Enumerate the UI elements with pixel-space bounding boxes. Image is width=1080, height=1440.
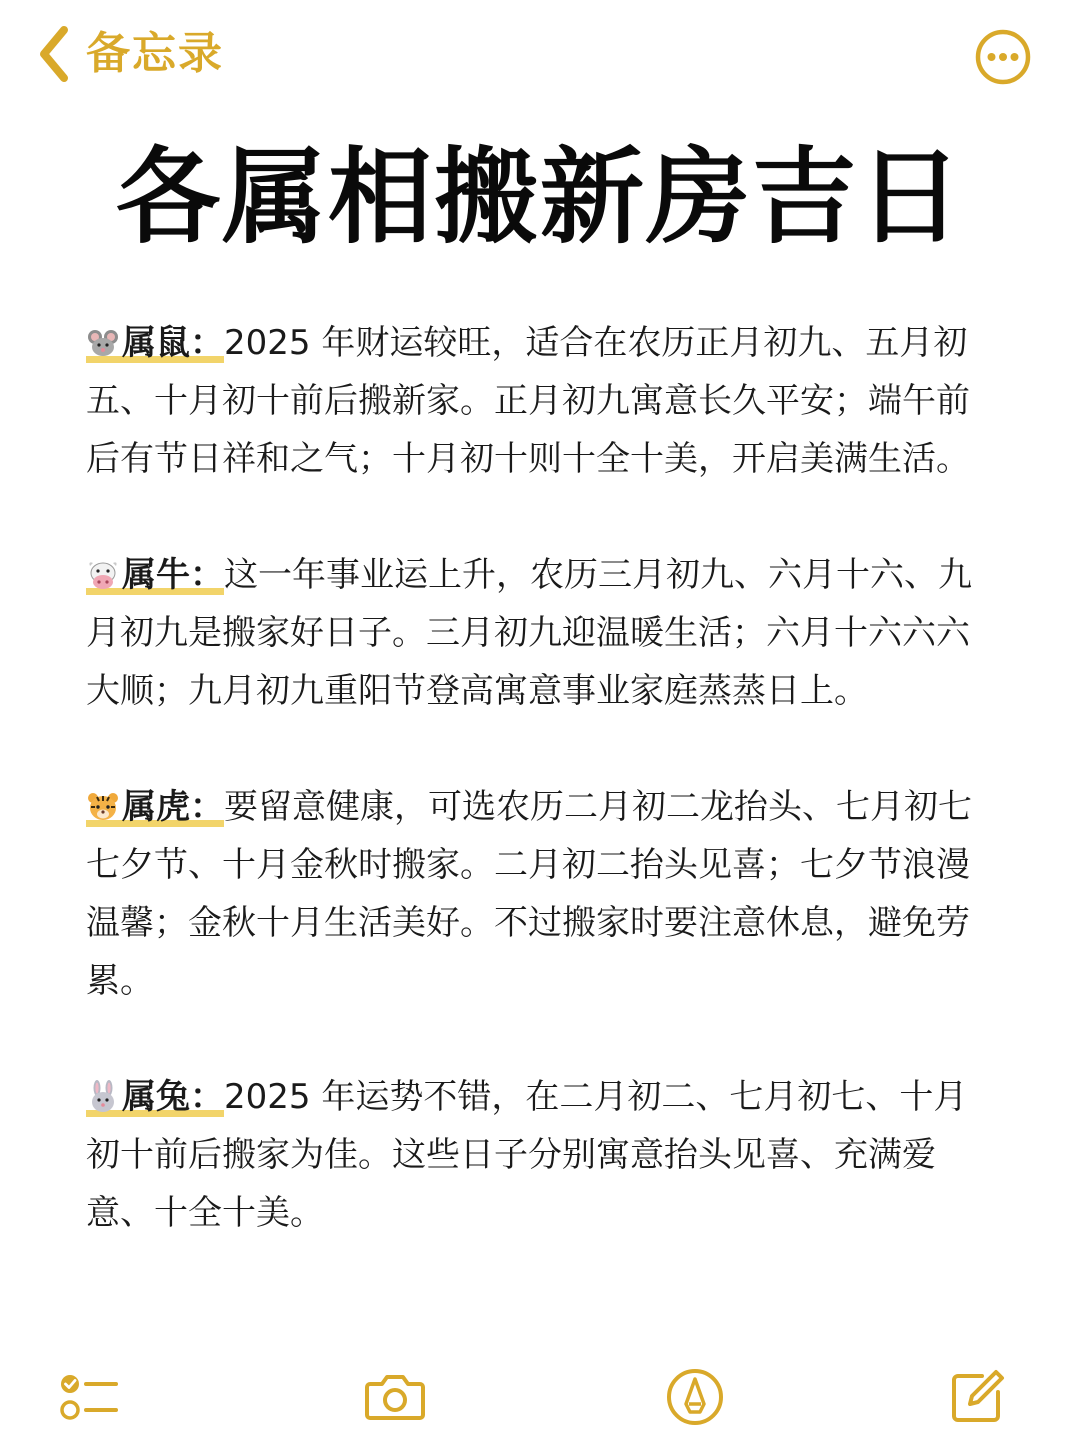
note-title: 各属相搬新房吉日	[115, 135, 964, 258]
section-text: 2025 年财运较旺，适合在农历正月初九、五月初五、十月初十前后搬新家。正月初九寓意长久平安；端午前后有节日祥和之气；十月初十则十全十美，开启美满生活。	[86, 323, 970, 479]
markup-button[interactable]	[662, 1364, 728, 1430]
mouse-emoji-icon	[86, 326, 120, 360]
markup-pen-icon	[662, 1364, 728, 1430]
cow-emoji-icon	[86, 558, 120, 592]
section-text: 要留意健康，可选农历二月初二龙抬头、七月初七七夕节、十月金秋时搬家。二月初二抬头见喜；七夕节浪漫温馨；金秋十月生活美好。不过搬家时要注意休息，避免劳累。	[86, 787, 972, 1001]
top-nav-bar	[0, 0, 1080, 110]
note-section-rabbit	[86, 1068, 996, 1242]
section-label: 属兔：	[86, 1077, 224, 1117]
camera-icon	[362, 1364, 428, 1430]
compose-icon	[944, 1364, 1010, 1430]
note-body[interactable]	[86, 314, 996, 1300]
tiger-emoji-icon	[86, 790, 120, 824]
note-section-mouse	[86, 314, 996, 488]
more-options-button[interactable]	[974, 28, 1032, 86]
back-label: 备忘录	[86, 28, 224, 79]
rabbit-emoji-icon	[86, 1080, 120, 1114]
section-label: 属牛：	[86, 555, 224, 595]
section-label: 属鼠：	[86, 323, 224, 363]
camera-button[interactable]	[362, 1364, 428, 1430]
checklist-button[interactable]	[56, 1364, 122, 1430]
checklist-icon	[56, 1364, 122, 1430]
section-label: 属虎：	[86, 787, 224, 827]
note-section-tiger	[86, 778, 996, 1010]
section-text: 这一年事业运上升，农历三月初九、六月十六、九月初九是搬家好日子。三月初九迎温暖生活；六月十六六六大顺；九月初九重阳节登高寓意事业家庭蒸蒸日上。	[86, 555, 972, 711]
note-section-cow	[86, 546, 996, 720]
ellipsis-circle-icon	[974, 28, 1032, 86]
section-text: 2025 年运势不错，在二月初二、七月初七、十月初十前后搬家为佳。这些日子分别寓意抬头见喜、充满爱意、十全十美。	[86, 1077, 968, 1233]
compose-button[interactable]	[944, 1364, 1010, 1430]
chevron-left-icon	[36, 24, 70, 84]
bottom-toolbar	[0, 1350, 1080, 1440]
back-button[interactable]	[36, 22, 224, 86]
